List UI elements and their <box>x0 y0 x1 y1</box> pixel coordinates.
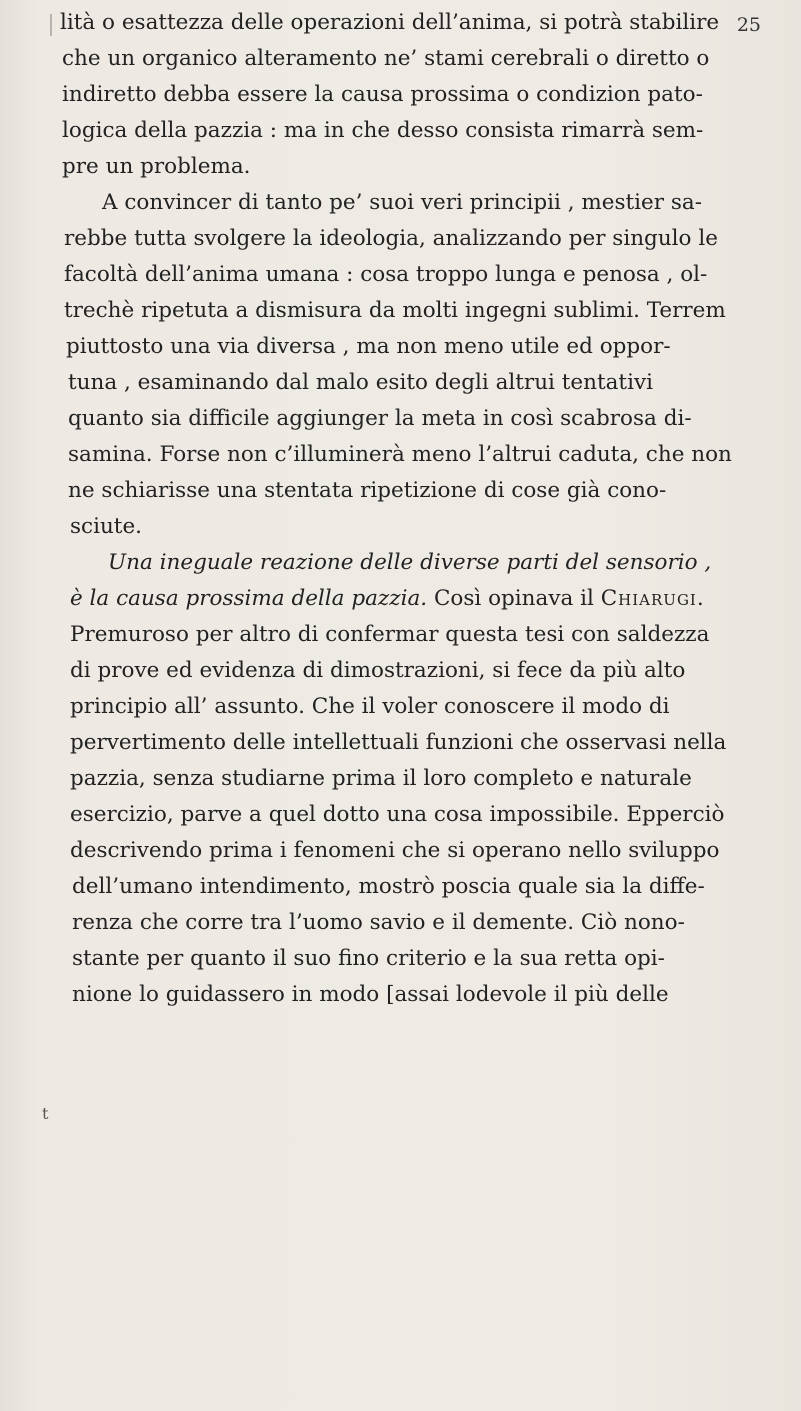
text-line: piuttosto una via diversa , ma non meno utile ed oppor- <box>66 334 671 359</box>
text-line: rebbe tutta svolgere la ideologia, analizzando per singulo le <box>64 226 718 251</box>
text-line: Premuroso per altro di confermar questa tesi con saldezza <box>70 622 710 647</box>
text-line: renza che corre tra l’uomo savio e il demente. Ciò nono- <box>72 910 685 935</box>
text-line: dell’umano intendimento, mostrò poscia quale sia la diffe- <box>72 874 705 899</box>
text-line: samina. Forse non c’illuminerà meno l’altrui caduta, che non <box>68 442 732 467</box>
text-line: pre un problema. <box>62 154 251 179</box>
text-line: pazzia, senza studiarne prima il loro completo e naturale <box>70 766 692 791</box>
text-line: pervertimento delle intellettuali funzioni che osservasi nella <box>70 730 727 755</box>
italic-phrase: è la causa prossima della pazzia. <box>70 586 428 611</box>
text-line: principio all’ assunto. Che il voler conoscere il modo di <box>70 694 670 719</box>
text-line: di prove ed evidenza di dimostrazioni, si fece da più alto <box>70 658 686 683</box>
text-line: tuna , esaminando dal malo esito degli altrui tentativi <box>68 370 653 395</box>
text-line: che un organico alteramento ne’ stami cerebrali o diretto o <box>62 46 710 71</box>
text-line: lità o esattezza delle operazioni dell’anima, si potrà stabilire <box>60 8 719 38</box>
text-line: quanto sia difficile aggiunger la meta in così scabrosa di- <box>68 406 692 431</box>
text-line: A convincer di tanto pe’ suoi veri principii , mestier sa- <box>102 190 702 215</box>
text-line: esercizio, parve a quel dotto una cosa impossibile. Epperciò <box>70 802 725 827</box>
text-line: nione lo guidassero in modo [assai lodevole il più delle <box>72 982 669 1007</box>
text-line: indiretto debba essere la causa prossima o condizion pato- <box>62 82 703 107</box>
italic-text-line: Una ineguale reazione delle diverse parti del sensorio , <box>108 550 712 575</box>
text-line: logica della pazzia : ma in che desso consista rimarrà sem- <box>62 118 704 143</box>
plain-phrase: Così opinava il <box>427 586 601 611</box>
text-line: trechè ripetuta a dismisura da molti ingegni sublimi. Terrem <box>64 298 726 323</box>
text-line: stante per quanto il suo fino criterio e la sua retta opi- <box>72 946 665 971</box>
printer-mark: t <box>42 1104 49 1123</box>
text-line: ne schiarisse una stentata ripetizione di cose già cono- <box>68 478 667 503</box>
author-name: Chiarugi. <box>600 586 705 611</box>
text-line: descrivendo prima i fenomeni che si operano nello sviluppo <box>70 838 720 863</box>
page-number: 25 <box>736 14 761 36</box>
text-line: facoltà dell’anima umana : cosa troppo lunga e penosa , ol- <box>64 262 708 287</box>
mixed-text-line <box>70 584 705 614</box>
text-line: sciute. <box>70 514 142 539</box>
